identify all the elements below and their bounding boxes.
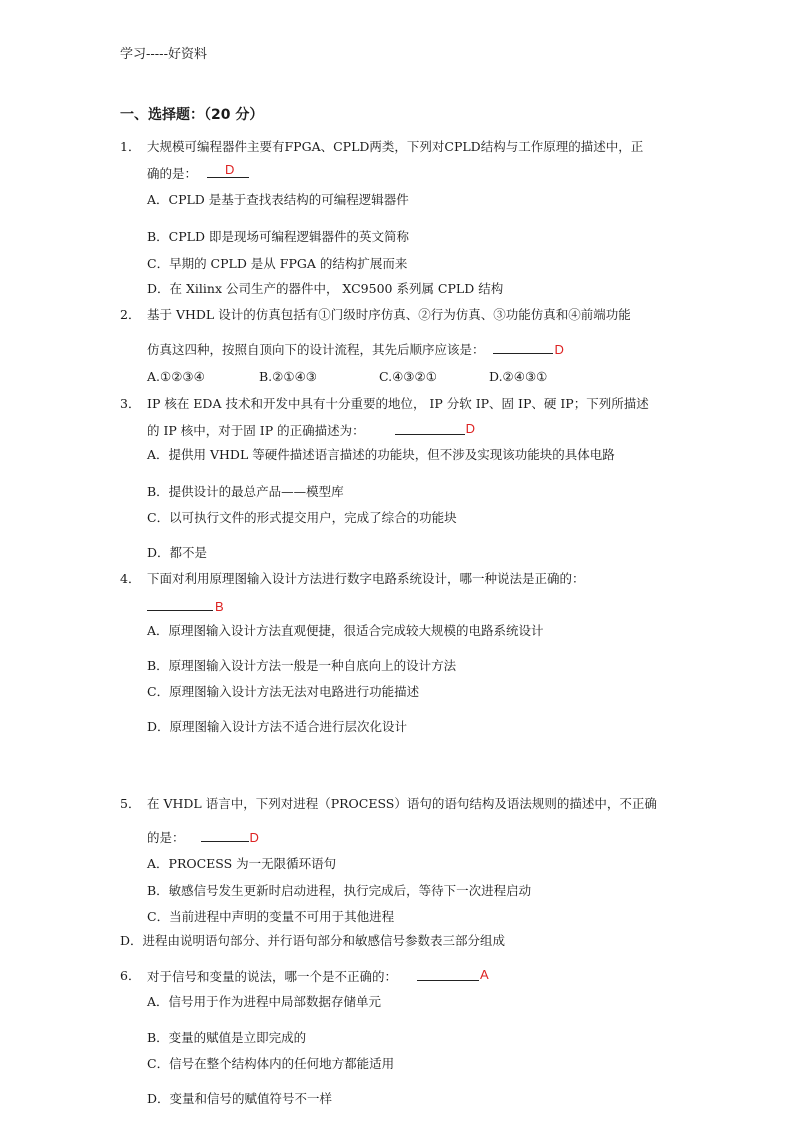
question-number: 1． [120,139,141,154]
question-stem-line-1: 在 VHDL 语言中，下列对进程（PROCESS）语句的语句结构及语法规则的描述中，不正确 [147,796,657,811]
answer-blank [395,422,465,435]
page-header: 学习-----好资料 [120,47,207,62]
question-number: 3． [120,396,141,411]
answer-mark: B [215,599,224,614]
question-number: 5． [120,796,141,811]
answer-blank [417,968,479,981]
option-b: B．CPLD 即是现场可编程逻辑器件的英文简称 [147,229,409,244]
question-stem-line-1: 下面对利用原理图输入设计方法进行数字电路系统设计，哪一种说法是正确的： [147,571,585,586]
option-b: B．原理图输入设计方法一般是一种自底向上的设计方法 [147,658,457,673]
question-number: 2． [120,307,141,322]
question-stem-line-1: 大规模可编程器件主要有FPGA、CPLD两类，下列对CPLD结构与工作原理的描述中，正 [147,139,644,154]
option-b: B．提供设计的最总产品——模型库 [147,484,344,499]
option-d: D．变量和信号的赋值符号不一样 [147,1091,333,1106]
option-c: C．原理图输入设计方法无法对电路进行功能描述 [147,684,420,699]
answer-blank [201,829,249,842]
answer-mark: A [480,967,489,982]
option-b: B．敏感信号发生更新时启动进程，执行完成后，等待下一次进程启动 [147,883,532,898]
option-c: C．早期的 CPLD 是从 FPGA 的结构扩展而来 [147,256,408,271]
option-a: A．PROCESS 为一无限循环语句 [147,856,337,871]
question-stem-text: 确的是： [147,166,198,181]
option-a: A．信号用于作为进程中局部数据存储单元 [147,994,382,1009]
section-title: 一、选择题：（20 分） [120,107,264,123]
question-stem-text: 仿真这四种，按照自顶向下的设计流程，其先后顺序应该是： [147,342,485,357]
question-stem-line-1 [147,968,489,985]
option-a: A.①②③④ [147,369,205,384]
option-d: D．原理图输入设计方法不适合进行层次化设计 [147,719,408,734]
question-number: 4． [120,571,141,586]
option-d: D.②④③① [489,369,548,384]
answer-mark: D [554,342,564,357]
option-c: C．当前进程中声明的变量不可用于其他进程 [147,909,395,924]
option-d: D．进程由说明语句部分、并行语句部分和敏感信号参数表三部分组成 [120,933,506,948]
option-a: A．提供用 VHDL 等硬件描述语言描述的功能块，但不涉及实现该功能块的具体电路 [147,447,615,462]
answer-blank [207,162,249,178]
question-stem-line-2 [147,162,249,182]
option-c: C．信号在整个结构体内的任何地方都能适用 [147,1056,395,1071]
answer-mark: D [249,830,259,845]
option-c: C．以可执行文件的形式提交用户，完成了综合的功能块 [147,510,457,525]
option-a: A．原理图输入设计方法直观便捷，很适合完成较大规模的电路系统设计 [147,623,544,638]
answer-mark: D [225,162,235,177]
question-stem-text: 对于信号和变量的说法，哪一个是不正确的： [147,969,398,984]
option-d: D．都不是 [147,545,208,560]
question-stem-line-1: 基于 VHDL 设计的仿真包括有①门级时序仿真、②行为仿真、③功能仿真和④前端功能 [147,307,631,322]
question-number: 6． [120,968,141,983]
answer-blank [493,341,553,354]
answer-line [147,598,224,615]
question-stem-line-1: IP 核在 EDA 技术和开发中具有十分重要的地位， IP 分软 IP、固 IP、硬 IP；下列所描述 [147,396,649,411]
answer-blank [147,598,213,611]
option-b: B．变量的赋值是立即完成的 [147,1030,307,1045]
option-d: D．在 Xilinx 公司生产的器件中， XC9500 系列属 CPLD 结构 [147,281,504,296]
question-stem-line-2 [147,341,564,358]
question-stem-text: 的 IP 核中，对于固 IP 的正确描述为： [147,423,365,438]
question-stem-line-2 [147,829,259,846]
question-stem-line-2 [147,422,475,439]
answer-mark: D [465,421,475,436]
question-stem-text: 的是： [147,830,185,845]
option-a: A．CPLD 是基于查找表结构的可编程逻辑器件 [147,192,409,207]
option-c: C.④③②① [379,369,437,384]
option-b: B.②①④③ [259,369,317,384]
